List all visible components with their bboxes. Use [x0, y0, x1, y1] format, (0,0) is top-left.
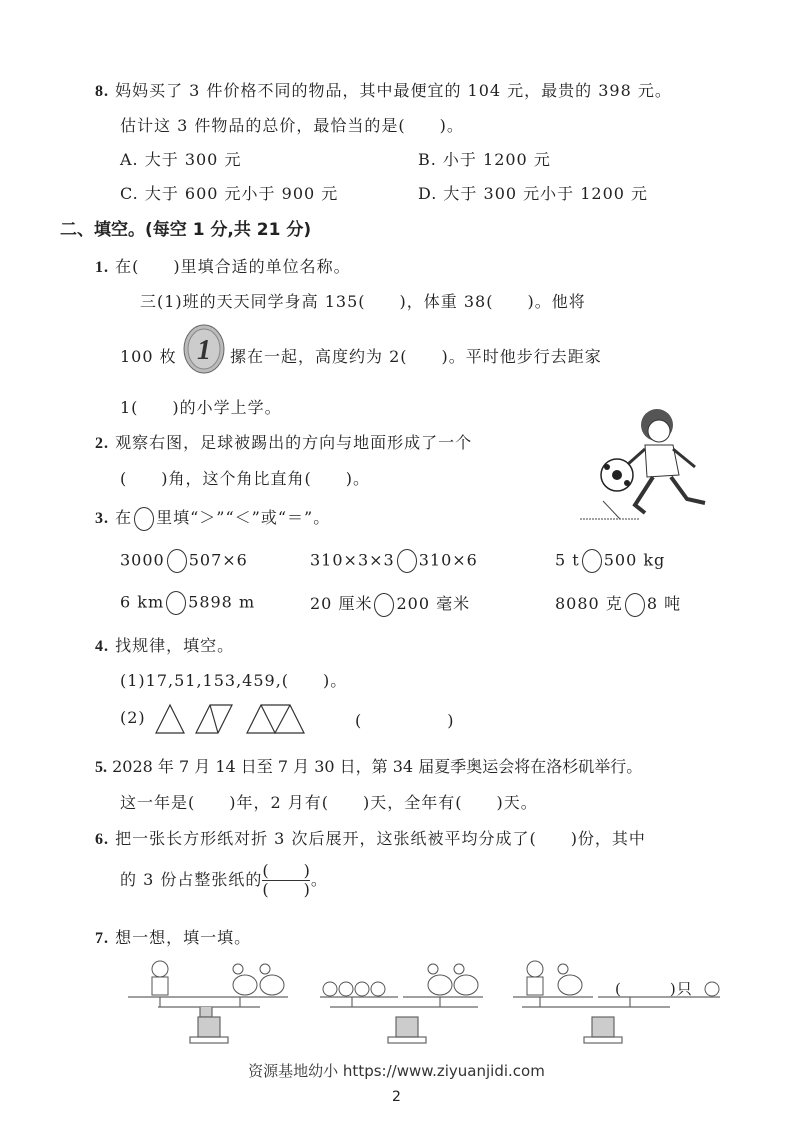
- soccer-boy-illustration: [575, 395, 725, 525]
- coin-value: 1: [197, 335, 211, 366]
- q5-line2: 这一年是( )年，2 月有( )天，全年有( )天。: [120, 793, 538, 812]
- compare-item-2: 310×3×3 310×6: [310, 549, 478, 573]
- q8-line1: 8. 妈妈买了 3 件价格不同的物品，其中最便宜的 104 元，最贵的 398 元。: [95, 81, 672, 100]
- balance-scales-illustration: [120, 955, 730, 1045]
- dog-icon: [527, 961, 543, 977]
- q8-option-d: D. 大于 300 元小于 1200 元: [418, 184, 649, 203]
- q6-line2: 的 3 份占整张纸的 $\frac{( )}{( )}$ 。: [120, 861, 328, 899]
- q8-option-b: B. 小于 1200 元: [418, 150, 551, 169]
- chick-icon: [355, 982, 369, 996]
- chick-icon: [705, 982, 719, 996]
- q4-title: 4. 找规律，填空。: [95, 636, 235, 655]
- compare-item-1: 3000 507×6: [120, 549, 248, 573]
- q1-title: 1. 在( )里填合适的单位名称。: [95, 257, 351, 276]
- section2-title: 二、填空。(每空 1 分,共 21 分): [60, 220, 312, 240]
- q5-line1: 5. 2028 年 7 月 14 日至 7 月 30 日，第 34 届夏季奥运会将在洛杉矶举行。: [95, 757, 643, 776]
- coin-icon: [182, 323, 226, 375]
- q1-line1: 三(1)班的天天同学身高 135( )，体重 38( )。他将: [140, 292, 586, 311]
- page-number: 2: [392, 1089, 401, 1105]
- footer-watermark: 资源基地幼小 https://www.ziyuanjidi.com: [248, 1062, 545, 1080]
- q1-line2a: 100 枚: [120, 347, 177, 366]
- compare-item-3: 5 t 500 kg: [555, 549, 665, 573]
- q3-title: 3. 在 里填“＞”“＜”或“＝”。: [95, 505, 330, 531]
- compare-circle[interactable]: [582, 549, 602, 573]
- duck-icon: [233, 975, 257, 995]
- duck-icon: [428, 975, 452, 995]
- q4-part2-label: (2): [120, 708, 146, 727]
- compare-item-6: 8080 克 8 吨: [555, 591, 681, 617]
- q1-line3: 1( )的小学上学。: [120, 398, 282, 417]
- chick-icon: [323, 982, 337, 996]
- q8-option-a: A. 大于 300 元: [120, 150, 242, 169]
- compare-circle[interactable]: [625, 593, 645, 617]
- duck-icon: [454, 975, 478, 995]
- duck-icon: [558, 975, 582, 995]
- compare-item-5: 20 厘米 200 毫米: [310, 591, 470, 617]
- q8-line2: 估计这 3 件物品的总价，最恰当的是( )。: [120, 116, 464, 135]
- duck-icon: [260, 975, 284, 995]
- chick-icon: [339, 982, 353, 996]
- chick-icon: [371, 982, 385, 996]
- q4-part1: (1)17,51,153,459,( )。: [120, 671, 348, 690]
- q7-blank: ( )只: [615, 980, 693, 998]
- q2-line1: 2. 观察右图，足球被踢出的方向与地面形成了一个: [95, 433, 473, 452]
- compare-circle[interactable]: [374, 593, 394, 617]
- dog-icon: [152, 961, 168, 977]
- q2-line2: ( )角，这个角比直角( )。: [120, 469, 370, 488]
- fraction-blank: $\frac{( )}{( )}$: [262, 861, 311, 899]
- q6-line1: 6. 把一张长方形纸对折 3 次后展开，这张纸被平均分成了( )份，其中: [95, 829, 646, 848]
- compare-circle[interactable]: [397, 549, 417, 573]
- q7-title: 7. 想一想，填一填。: [95, 928, 252, 947]
- q1-line2b: 摞在一起，高度约为 2( )。平时他步行去距家: [230, 347, 602, 366]
- q4-part2-blank: ( ): [355, 711, 455, 730]
- compare-circle[interactable]: [167, 549, 187, 573]
- compare-item-4: 6 km 5898 m: [120, 591, 255, 615]
- compare-circle[interactable]: [166, 591, 186, 615]
- compare-circle-icon: [134, 507, 154, 531]
- q8-option-c: C. 大于 600 元小于 900 元: [120, 184, 339, 203]
- triangle-pattern: [152, 700, 312, 736]
